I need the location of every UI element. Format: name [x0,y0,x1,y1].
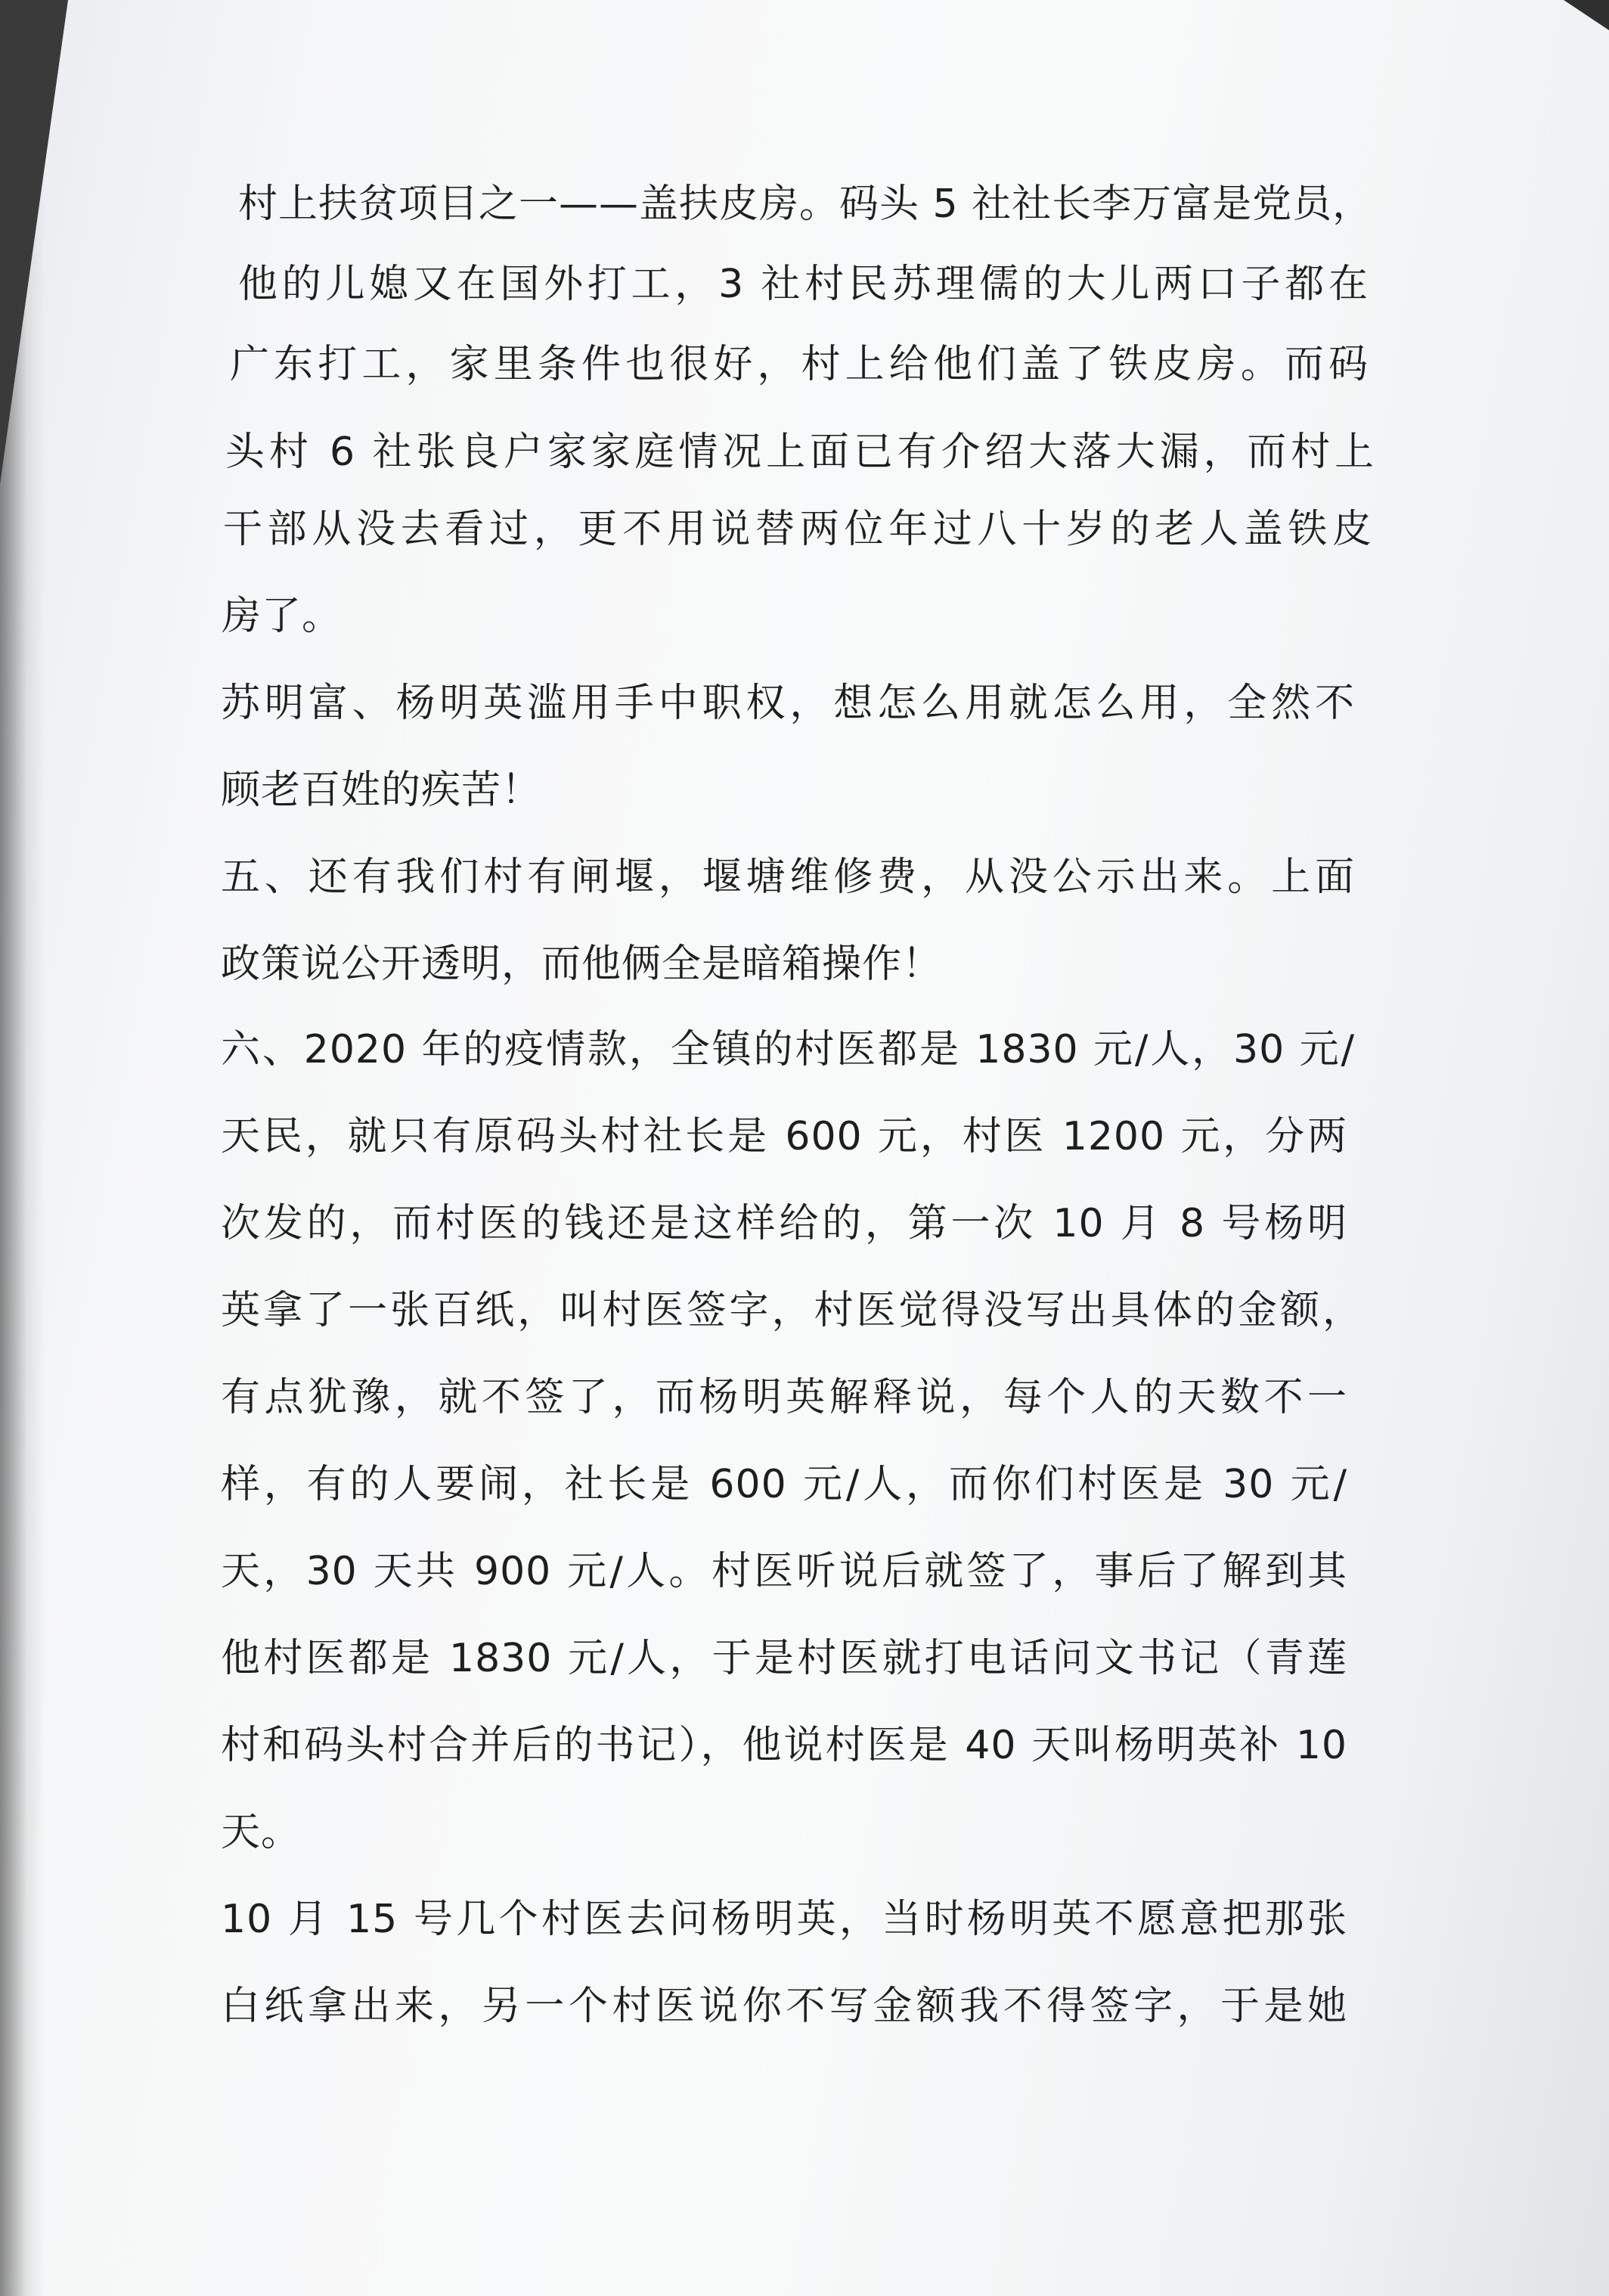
text-line: 六、2020 年的疫情款，全镇的村医都是 1830 元/人，30 元/ [221,1027,1355,1072]
text-line: 干部从没去看过，更不用说替两位年过八十岁的老人盖铁皮 [223,507,1372,552]
text-line: 天。 [221,1810,302,1855]
text-line: 次发的，而村医的钱还是这样给的，第一次 10 月 8 号杨明 [221,1201,1347,1246]
text-line: 苏明富、杨明英滥用手中职权，想怎么用就怎么用，全然不 [221,681,1355,726]
text-line: 白纸拿出来，另一个村医说你不写金额我不得签字，于是她 [221,1984,1347,2029]
background-corner-right [1564,0,1609,30]
text-line: 他的儿媳又在国外打工，3 社村民苏理儒的大儿两口子都在 [238,262,1369,307]
text-line: 村和码头村合并后的书记），他说村医是 40 天叫杨明英补 10 [221,1723,1347,1768]
text-line: 村上扶贫项目之一——盖扶皮房。码头 5 社社长李万富是党员， [238,182,1373,227]
text-line: 样，有的人要闹，社长是 600 元/人，而你们村医是 30 元/ [221,1462,1347,1507]
text-line: 广东打工，家里条件也很好，村上给他们盖了铁皮房。而码 [230,342,1369,387]
text-line: 房了。 [222,594,343,639]
text-line: 有点犹豫，就不签了，而杨明英解释说，每个人的天数不一 [221,1375,1347,1420]
text-line: 10 月 15 号几个村医去问杨明英，当时杨明英不愿意把那张 [221,1897,1347,1942]
text-line: 五、还有我们村有闸堰，堰塘维修费，从没公示出来。上面 [221,855,1355,900]
text-line: 天民，就只有原码头村社长是 600 元，村医 1200 元，分两 [221,1114,1347,1159]
text-line: 顾老百姓的疾苦！ [221,768,542,813]
text-line: 头村 6 社张良户家家庭情况上面已有介绍大落大漏，而村上 [225,430,1375,475]
text-line: 政策说公开透明，而他俩全是暗箱操作！ [221,942,943,987]
background-corner-left [0,0,68,484]
text-line: 天，30 天共 900 元/人。村医听说后就签了，事后了解到其 [221,1549,1347,1594]
text-line: 英拿了一张百纸，叫村医签字，村医觉得没写出具体的金额， [221,1288,1363,1333]
text-line: 他村医都是 1830 元/人，于是村医就打电话问文书记（青莲 [221,1636,1347,1681]
